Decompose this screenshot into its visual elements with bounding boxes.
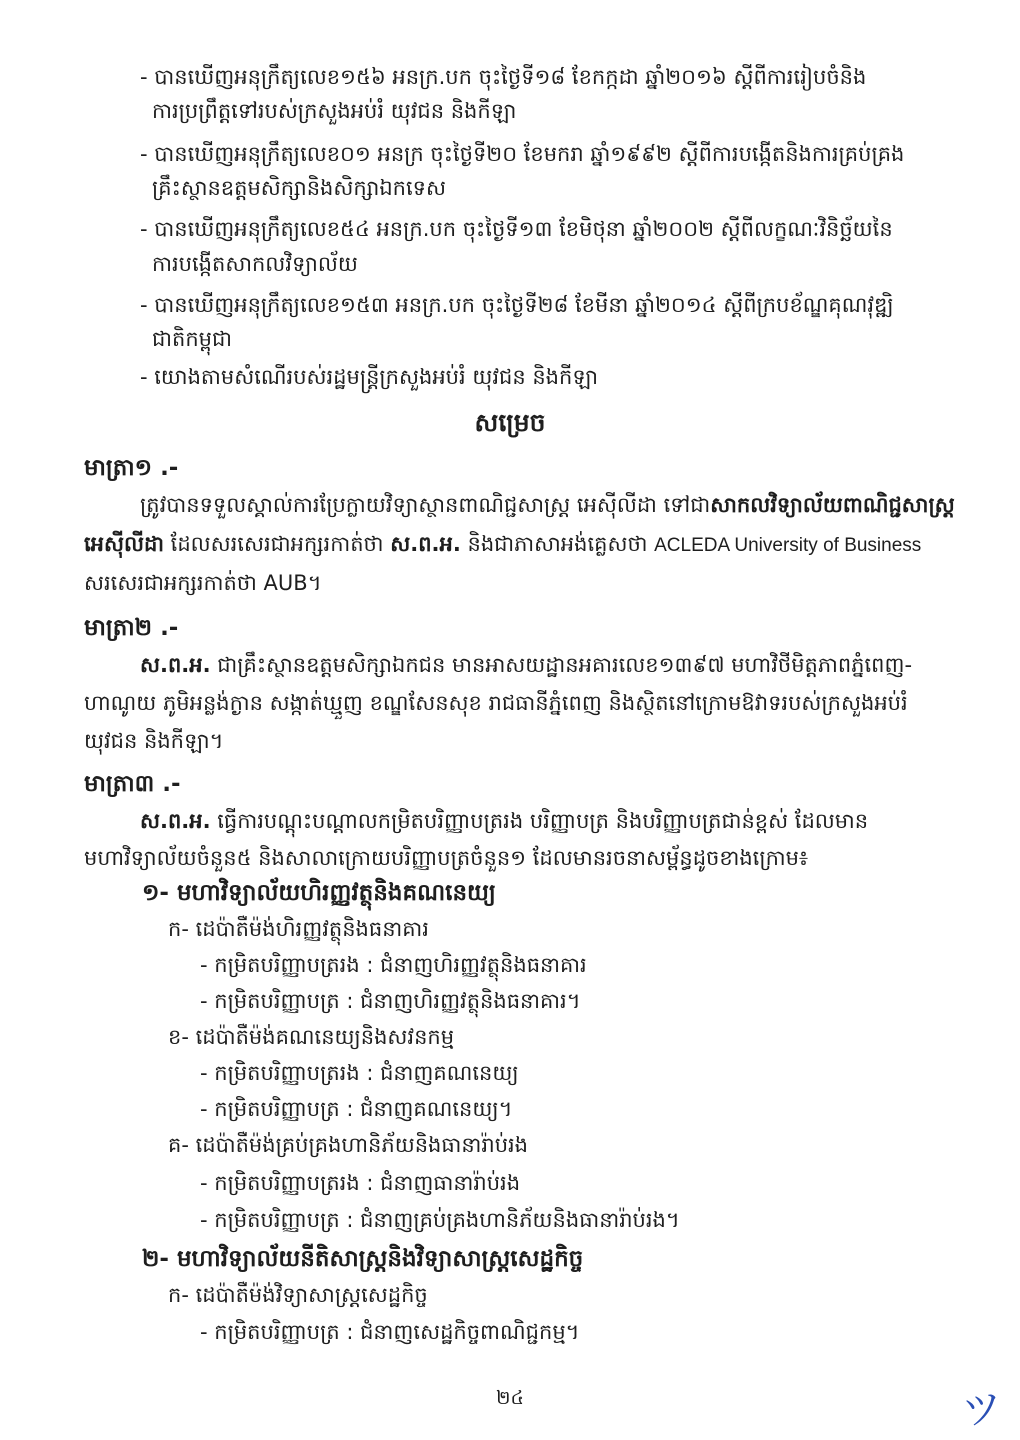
faculty-1-dept-a-item-2: - កម្រិតបរិញ្ញាបត្រ : ជំនាញហិរញ្ញវត្ថុនិងធនាគារ។ [200, 989, 581, 1013]
article-1-line-1 [140, 490, 955, 520]
faculty-1-dept-a-item-1: - កម្រិតបរិញ្ញាបត្ររង : ជំនាញហិរញ្ញវត្ថុនិងធនាគារ [200, 953, 587, 977]
article-2-line-3: យុវជន និងកីឡា។ [84, 729, 224, 753]
article-3-line-1-text: ធ្វើការបណ្តុះបណ្តាលកម្រិតបរិញ្ញាបត្ររង បរិញ្ញាបត្រ និងបរិញ្ញាបត្រជាន់ខ្ពស់ ដែលមាន [210, 809, 869, 833]
preamble-item-2-line-2: គ្រឹះស្ថានឧត្តមសិក្សានិងសិក្សាឯកទេស [152, 176, 446, 200]
preamble-item-2-line-1: - បានឃើញអនុក្រឹត្យលេខ០១ អនក្រ ចុះថ្ងៃទី២០ ខែមករា ឆ្នាំ១៩៩២ ស្តីពីការបង្កើតនិងការគ្រប់គ្រង [140, 142, 905, 166]
preamble-item-1-line-2: ការប្រព្រឹត្តទៅរបស់ក្រសួងអប់រំ យុវជន និងកីឡា [152, 99, 517, 123]
article-1-title: មាត្រា១ .- [84, 455, 179, 481]
faculty-1-dept-b-item-1: - កម្រិតបរិញ្ញាបត្ររង : ជំនាញគណនេយ្យ [200, 1061, 519, 1085]
preamble-item-4-line-1: - បានឃើញអនុក្រឹត្យលេខ១៥៣ អនក្រ.បក ចុះថ្ងៃទី២៨ ខែមីនា ឆ្នាំ២០១៤ ស្តីពីក្របខ័ណ្ឌគុណវុឌ្ឍិ [140, 293, 894, 317]
article-3-line-1 [140, 806, 868, 836]
decision-heading: សម្រេច [474, 408, 546, 437]
abbreviation-khmer: ស.ព.អ. [140, 809, 211, 833]
faculty-2-dept-a-item-1: - កម្រិតបរិញ្ញាបត្រ : ជំនាញសេដ្ឋកិច្ចពាណិជ្ជកម្ម។ [200, 1320, 580, 1344]
preamble-item-5-line-1: - យោងតាមសំណើរបស់រដ្ឋមន្ត្រីក្រសួងអប់រំ យុវជន និងកីឡា [140, 365, 598, 389]
article-2-title: មាត្រា២ .- [84, 615, 179, 641]
page-number: ២៤ [496, 1387, 524, 1409]
article-1-line-2-text-2: និងជាភាសាអង់គ្លេសថា [460, 532, 655, 556]
article-3-line-2: មហាវិទ្យាល័យចំនួន៥ និងសាលាក្រោយបរិញ្ញាបត្រចំនួន១ ដែលមានរចនាសម្ព័ន្ធដូចខាងក្រោម៖ [84, 846, 809, 870]
university-name-khmer-cont: អេស៊ីលីដា [84, 532, 164, 556]
preamble-item-3-line-1: - បានឃើញអនុក្រឹត្យលេខ៥៤ អនក្រ.បក ចុះថ្ងៃទី១៣ ខែមិថុនា ឆ្នាំ២០០២ ស្តីពីលក្ខណៈវិនិច្ឆ័យនៃ [140, 217, 893, 241]
faculty-1-dept-c-item-2: - កម្រិតបរិញ្ញាបត្រ : ជំនាញគ្រប់គ្រងហានិភ័យនិងធានារ៉ាប់រង។ [200, 1208, 680, 1232]
article-1-line-2 [84, 529, 921, 561]
article-2-line-1 [140, 650, 912, 680]
faculty-1-title: ១- មហាវិទ្យាល័យហិរញ្ញវត្ថុនិងគណនេយ្យ [142, 880, 496, 906]
faculty-1-dept-c: គ- ដេប៉ាតឺម៉ង់គ្រប់គ្រងហានិភ័យនិងធានារ៉ាប់រង [168, 1133, 529, 1157]
article-2-line-2: ហាណូយ ភូមិអន្លង់ក្ងាន សង្កាត់ឃ្មួញ ខណ្ឌសែនសុខ រាជធានីភ្នំពេញ និងស្ថិតនៅក្រោមឱវាទរបស់ក្រសួងអប់រំ [84, 691, 908, 715]
faculty-1-dept-a: ក- ដេប៉ាតឺម៉ង់ហិរញ្ញវត្ថុនិងធនាគារ [168, 917, 429, 941]
preamble-item-3-line-2: ការបង្កើតសាកលវិទ្យាល័យ [152, 252, 358, 276]
faculty-1-dept-c-item-1: - កម្រិតបរិញ្ញាបត្ររង : ជំនាញធានារ៉ាប់រង [200, 1171, 521, 1195]
faculty-2-title: ២- មហាវិទ្យាល័យនីតិសាស្ត្រនិងវិទ្យាសាស្ត្រសេដ្ឋកិច្ច [142, 1246, 584, 1272]
faculty-1-dept-b-item-2: - កម្រិតបរិញ្ញាបត្រ : ជំនាញគណនេយ្យ។ [200, 1097, 513, 1121]
preamble-item-1-line-1: - បានឃើញអនុក្រឹត្យលេខ១៥៦ អនក្រ.បក ចុះថ្ងៃទី១៨ ខែកក្កដា ឆ្នាំ២០១៦ ស្តីពីការរៀបចំនិង [140, 65, 867, 89]
abbreviation-khmer: ស.ព.អ. [140, 653, 211, 677]
handwritten-initial-mark: ツ [959, 1384, 1006, 1436]
faculty-1-dept-b: ខ- ដេប៉ាតឺម៉ង់គណនេយ្យនិងសវនកម្ម [168, 1025, 455, 1049]
article-2-line-1-text: ជាគ្រឹះស្ថានឧត្តមសិក្សាឯកជន មានអាសយដ្ឋានអគារលេខ១៣៩៧ មហាវិថីមិត្តភាពភ្នំពេញ- [210, 653, 913, 677]
university-name-khmer: សាកលវិទ្យាល័យពាណិជ្ជសាស្ត្រ [710, 493, 955, 517]
article-1-line-3: សរសេរជាអក្សរកាត់ថា AUB។ [84, 571, 322, 595]
abbreviation-khmer: ស.ព.អ. [390, 532, 461, 556]
faculty-2-dept-a: ក- ដេប៉ាតឺម៉ង់វិទ្យាសាស្ត្រសេដ្ឋកិច្ច [168, 1283, 428, 1307]
article-1-line-2-text: ដែលសរសេរជាអក្សរកាត់ថា [163, 532, 391, 556]
university-name-english: ACLEDA University of Business [654, 535, 922, 556]
article-1-line-1-text: ត្រូវបានទទួលស្គាល់ការប្រែក្លាយវិទ្យាស្ថានពាណិជ្ជសាស្ត្រ អេស៊ីលីដា ទៅជា [140, 493, 711, 517]
article-3-title: មាត្រា៣ .- [84, 771, 181, 797]
preamble-item-4-line-2: ជាតិកម្ពុជា [152, 327, 232, 351]
